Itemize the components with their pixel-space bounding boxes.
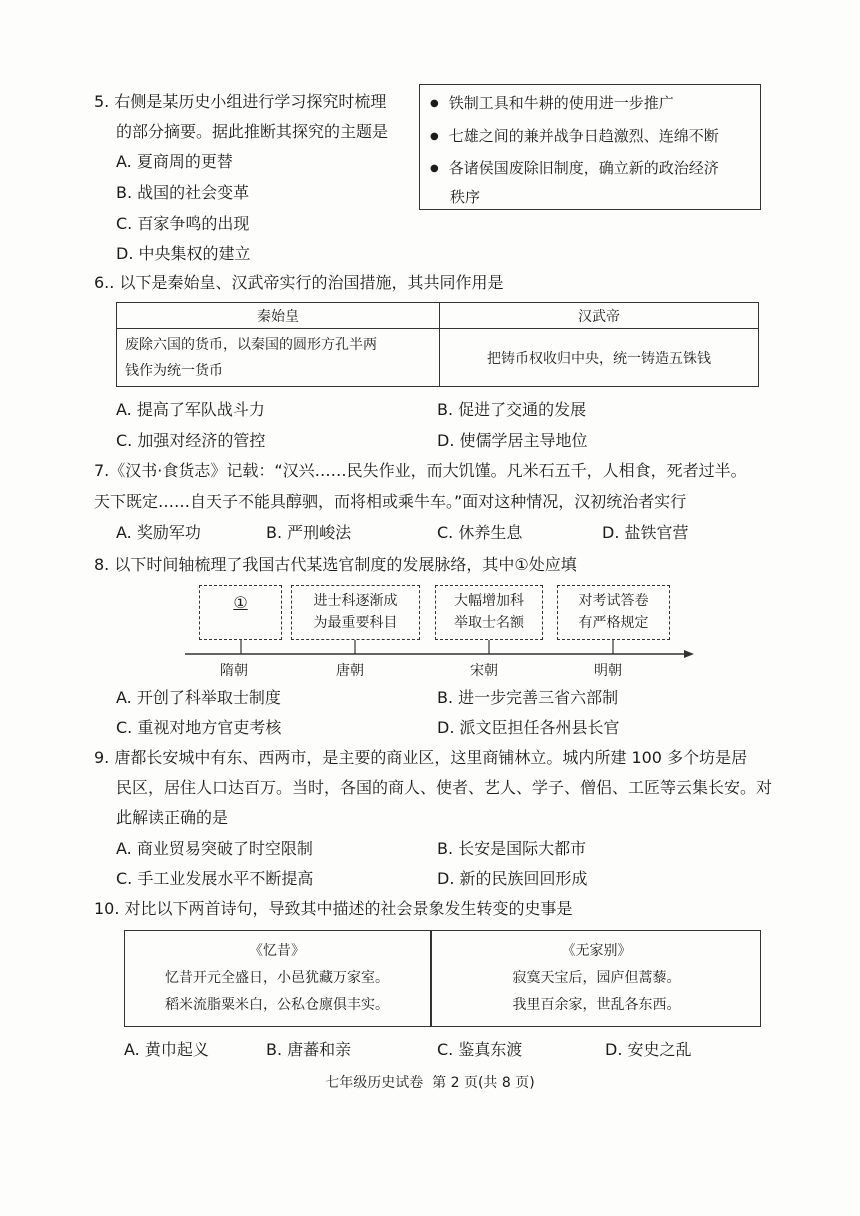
- q8-stem: 8. 以下时间轴梳理了我国古代某选官制度的发展脉络，其中①处应填: [94, 555, 577, 574]
- q10-poem-left-title: 《忆昔》: [249, 943, 305, 959]
- q8-option-d: D. 派文臣担任各州县长官: [437, 718, 620, 737]
- q10-option-d: D. 安史之乱: [605, 1040, 692, 1059]
- q6-option-b: B. 促进了交通的发展: [437, 400, 587, 419]
- bullet-icon: [430, 94, 449, 112]
- q9-line1: 9. 唐都长安城中有东、西两市，是主要的商业区，这里商铺林立。城内所建 100 多个坊是居: [94, 748, 748, 767]
- q9-option-a: A. 商业贸易突破了时空限制: [116, 839, 313, 858]
- q7-option-b: B. 严刑峻法: [266, 523, 352, 542]
- q8-dynasty-sui: 隋朝: [220, 663, 248, 679]
- q8-box-ming: [557, 585, 670, 640]
- q6-cell-qin: [117, 329, 440, 387]
- q7-option-d: D. 盐铁官营: [602, 523, 689, 542]
- q7-line1: 7.《汉书·食货志》记载：“汉兴……民失作业，而大饥馑。凡米石五千，人相食，死者过半。: [94, 461, 747, 480]
- q9-line3: 此解读正确的是: [116, 808, 229, 827]
- q6-stem: 6.. 以下是秦始皇、汉武帝实行的治国措施，其共同作用是: [94, 273, 504, 292]
- q5-option-a: A. 夏商周的更替: [116, 152, 233, 171]
- q8-timeline: [180, 640, 700, 660]
- q7-line2: 天下既定……自天子不能具醇驷，而将相或乘牛车。”面对这种情况，汉初统治者实行: [94, 492, 687, 511]
- q8-box-tang: [291, 585, 420, 640]
- q6-cell-qin-line2: 钱作为统一货币: [125, 362, 223, 379]
- q10-poem-left-line1: 忆昔开元全盛日，小邑犹藏万家室。: [165, 970, 389, 986]
- q10-poem-right-line2: 我里百余家，世乱各东西。: [512, 997, 681, 1013]
- q8-dynasty-ming: 明朝: [594, 663, 622, 679]
- q10-option-c: C. 鉴真东渡: [437, 1040, 523, 1059]
- q5-stem-line1: 5. 右侧是某历史小组进行学习探究时梳理: [94, 92, 387, 111]
- q6-option-c: C. 加强对经济的管控: [116, 431, 266, 450]
- q10-poem-right: [432, 938, 761, 1019]
- q6-option-a: A. 提高了军队战斗力: [116, 400, 265, 419]
- q8-box-tang-line2: 为最重要科目: [313, 615, 398, 631]
- q10-option-b: B. 唐蕃和亲: [266, 1040, 352, 1059]
- q8-box-tang-line1: 进士科逐渐成: [313, 593, 398, 609]
- q9-option-c: C. 手工业发展水平不断提高: [116, 869, 314, 888]
- q8-option-c: C. 重视对地方官吏考核: [116, 718, 282, 737]
- bullet-icon: [430, 159, 449, 177]
- q6-option-d: D. 使儒学居主导地位: [437, 431, 588, 450]
- q8-option-b: B. 进一步完善三省六部制: [437, 688, 619, 707]
- q5-box-text-3: 各诸侯国废除旧制度，确立新的政治经济: [448, 159, 719, 177]
- q6-header-qin: 秦始皇: [117, 303, 440, 329]
- q8-box-blank: [199, 585, 282, 640]
- q7-option-a: A. 奖励军功: [116, 523, 201, 542]
- q5-option-d: D. 中央集权的建立: [116, 244, 251, 263]
- q10-stem: 10. 对比以下两首诗句，导致其中描述的社会景象发生转变的史事是: [94, 899, 573, 918]
- page-footer: 七年级历史试卷 第 2 页(共 8 页): [325, 1075, 535, 1091]
- q5-box-text-2: 七雄之间的兼并战争日趋激烈、连绵不断: [448, 127, 719, 145]
- q5-box-item-2: [430, 125, 719, 146]
- q5-box-text-1: 铁制工具和牛耕的使用进一步推广: [448, 94, 674, 112]
- q8-dynasty-song: 宋朝: [470, 663, 498, 679]
- q8-box-song-line1: 大幅增加科: [454, 593, 524, 609]
- q5-option-b: B. 战国的社会变革: [116, 183, 250, 202]
- q10-poem-left: [124, 938, 430, 1019]
- q8-box-ming-line2: 有严格规定: [578, 615, 649, 631]
- q5-box-item-1: [430, 92, 674, 113]
- q8-box-blank-label: ①: [233, 593, 248, 612]
- q10-option-a: A. 黄巾起义: [124, 1040, 209, 1059]
- q10-poem-right-line1: 寂寞天宝后，园庐但蒿藜。: [512, 970, 681, 986]
- q6-table: [116, 302, 759, 387]
- q8-option-a: A. 开创了科举取士制度: [116, 688, 281, 707]
- q5-box-text-4: 秩序: [450, 188, 481, 206]
- bullet-icon: [430, 127, 449, 145]
- q5-stem-line2: 的部分摘要。据此推断其探究的主题是: [116, 122, 389, 141]
- q8-box-song: [435, 585, 543, 640]
- q7-option-c: C. 休养生息: [437, 523, 523, 542]
- q10-poem-right-title: 《无家别》: [561, 943, 632, 959]
- q6-cell-qin-line1: 废除六国的货币，以秦国的圆形方孔半两: [125, 336, 377, 353]
- q8-box-song-line2: 举取士名额: [454, 615, 524, 631]
- q8-dynasty-tang: 唐朝: [336, 663, 364, 679]
- q6-header-han: 汉武帝: [440, 303, 759, 329]
- q10-poem-left-line2: 稻米流脂粟米白，公私仓廪俱丰实。: [165, 997, 389, 1013]
- q9-option-b: B. 长安是国际大都市: [437, 839, 587, 858]
- q5-option-c: C. 百家争鸣的出现: [116, 214, 250, 233]
- q6-cell-han: 把铸币权收归中央，统一铸造五铢钱: [440, 329, 759, 387]
- q9-line2: 民区，居住人口达百万。当时，各国的商人、使者、艺人、学子、僧侣、工匠等云集长安。对: [116, 778, 773, 797]
- q8-box-ming-line1: 对考试答卷: [578, 593, 649, 609]
- q5-box-item-3: [430, 157, 719, 178]
- q9-option-d: D. 新的民族回回形成: [437, 869, 588, 888]
